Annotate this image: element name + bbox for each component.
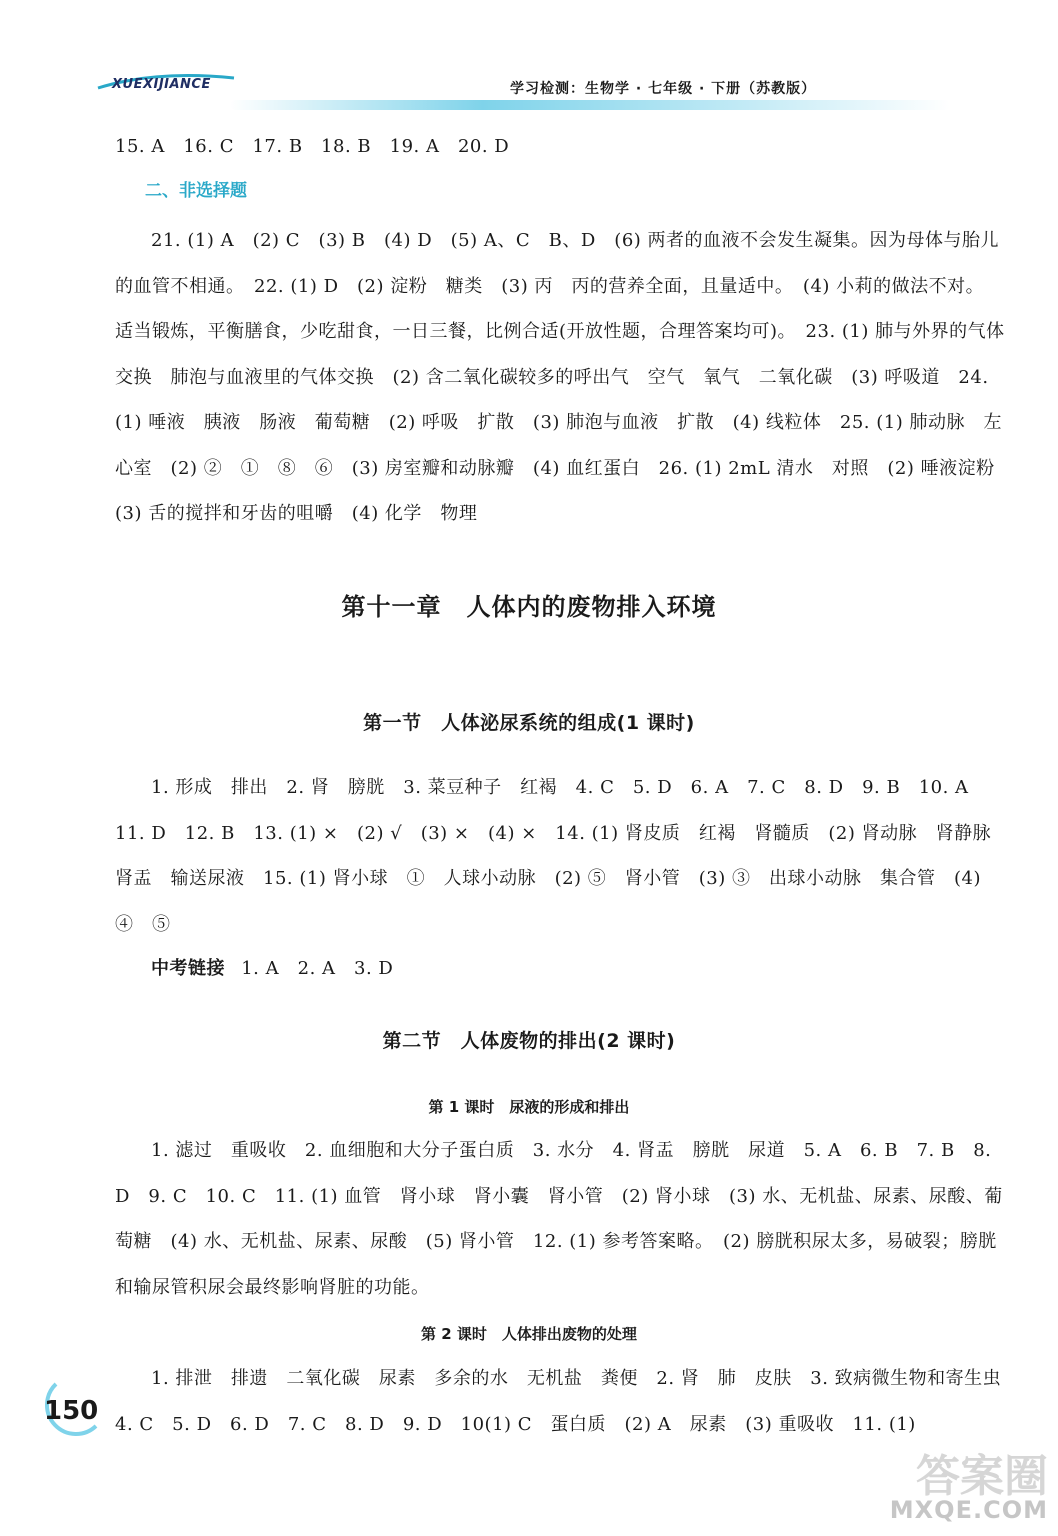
header-decorative-band: [230, 100, 950, 110]
watermark-url: MXQE.COM: [889, 1496, 1048, 1524]
section1-title: 第一节 人体泌尿系统的组成(1 课时): [363, 712, 695, 734]
brand-logo-text: XUEXIJIANCE: [112, 77, 211, 92]
nonchoice-heading: 二、非选择题: [145, 181, 247, 201]
book-title: 学习检测：生物学 · 七年级 · 下册（苏教版）: [510, 81, 817, 97]
page-header: [0, 0, 1058, 110]
section2-title: 第二节 人体废物的排出(2 课时): [382, 1030, 676, 1052]
watermark-logo: 答案圈: [916, 1451, 1048, 1502]
lesson2-answers: 1. 排泄 排遗 二氧化碳 尿素 多余的水 无机盐 粪便 2. 肾 肺 皮肤 3. 致病微生物和寄生虫 4. C 5. D 6. D 7. C 8. D 9. D 10(1) C 蛋白质 (2) A 尿素 (3) 重吸收 11. (1): [115, 1368, 1020, 1435]
nonchoice-answers: 21. (1) A (2) C (3) B (4) D (5) A、C B、D (6) 两者的血液不会发生凝集。因为母体与胎儿的血管不相通。 22. (1) D (2) 淀粉 糖类 (3) 丙 丙的营养全面，且量适中。 (4) 小莉的做法不对。 适当锻炼，平衡膳食，少吃甜食，一日三餐，比例合适(开放性题，合理答案均可)。 23. (1) 肺与外界的气体交换 肺泡与血液里的气体交换 (2) 含二氧化碳较多的呼出气 空气 氧气 二氧化碳 (3) 呼吸道 24. (1) 唾液 胰液 肠液 葡萄糖 (2) 呼吸 扩散 (3) 肺泡与血液 扩散 (4) 线粒体 25. (1) 肺动脉 左心室 (2) ② ① ⑧ ⑥ (3) 房室瓣和动脉瓣 (4) 血红蛋白 26. (1) 2mL 清水 对照 (2) 唾液淀粉 (3) 舌的搅拌和牙齿的咀嚼 (4) 化学 物理: [115, 230, 1014, 524]
lesson1-title: 第 1 课时 尿液的形成和排出: [428, 1098, 630, 1116]
page-number: 150: [44, 1396, 99, 1426]
lesson2-title: 第 2 课时 人体排出废物的处理: [421, 1325, 637, 1343]
watermark: [888, 1440, 1048, 1530]
kaolink-answers: 1. A 2. A 3. D: [241, 958, 394, 979]
answers-15-20: 15. A 16. C 17. B 18. B 19. A 20. D: [115, 136, 510, 157]
section1-answers: 1. 形成 排出 2. 肾 膀胱 3. 菜豆种子 红褐 4. C 5. D 6. A 7. C 8. D 9. B 10. A 11. D 12. B 13. (1) × (2) √ (3) × (4) × 14. (1) 肾皮质 红褐 肾髓质 (2) 肾动脉 肾静脉 肾盂 输送尿液 15. (1) 肾小球 ① 人球小动脉 (2) ⑤ 肾小管 (3) ③ 出球小动脉 集合管 (4) ④ ⑤: [115, 777, 1010, 935]
kaolink-row: [151, 946, 1041, 992]
kaolink-label: 中考链接: [151, 958, 225, 979]
chapter-title: 第十一章 人体内的废物排入环境: [341, 593, 717, 621]
lesson1-answers: 1. 滤过 重吸收 2. 血细胞和大分子蛋白质 3. 水分 4. 肾盂 膀胱 尿道 5. A 6. B 7. B 8. D 9. C 10. C 11. (1) 血管 肾小球 肾小囊 肾小管 (2) 肾小球 (3) 水、无机盐、尿素、尿酸、葡萄糖 (4) 水、无机盐、尿素、尿酸 (5) 肾小管 12. (1) 参考答案略。 (2) 膀胱积尿太多，易破裂；膀胱和输尿管积尿会最终影响肾脏的功能。: [115, 1140, 1003, 1298]
